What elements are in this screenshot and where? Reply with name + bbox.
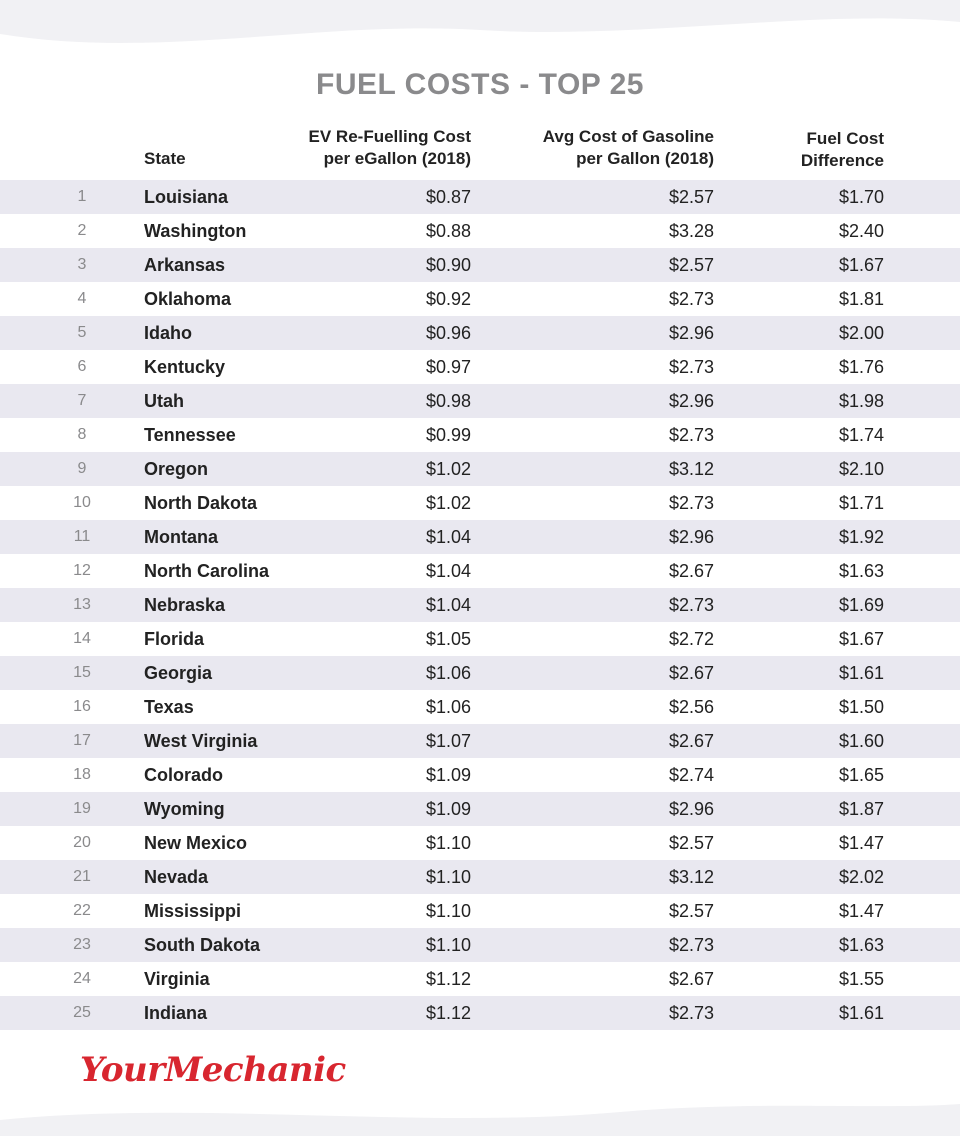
row-state: North Dakota [144, 493, 258, 513]
column-header-ev-line1: EV Re-Fuelling Cost [308, 127, 471, 146]
row-gas-cost: $2.56 [668, 697, 714, 717]
row-rank: 1 [77, 188, 87, 205]
row-gas-cost: $2.73 [668, 425, 714, 445]
table-row [0, 758, 960, 792]
column-header-diff-line2: Difference [800, 151, 884, 170]
row-cost-difference: $1.92 [838, 527, 884, 547]
row-cost-difference: $1.63 [838, 935, 884, 955]
row-cost-difference: $1.67 [838, 629, 884, 649]
row-rank: 25 [73, 1004, 91, 1021]
row-gas-cost: $2.96 [668, 391, 714, 411]
row-rank: 22 [73, 902, 91, 919]
row-cost-difference: $1.70 [838, 187, 884, 207]
table-row [0, 622, 960, 656]
row-rank: 18 [73, 766, 91, 783]
row-rank: 7 [77, 392, 87, 409]
table-row [0, 996, 960, 1030]
row-ev-cost: $1.12 [425, 969, 471, 989]
row-gas-cost: $2.67 [668, 663, 714, 683]
row-cost-difference: $1.67 [838, 255, 884, 275]
row-rank: 13 [73, 596, 91, 613]
table-body [0, 180, 960, 1030]
row-state: Mississippi [144, 901, 242, 921]
row-state: Florida [144, 629, 205, 649]
table-row [0, 384, 960, 418]
table-row [0, 894, 960, 928]
row-state: Montana [144, 527, 218, 547]
table-row [0, 588, 960, 622]
row-ev-cost: $1.10 [425, 833, 471, 853]
row-state: Wyoming [144, 799, 225, 819]
row-rank: 6 [77, 358, 87, 375]
yourmechanic-logo: YourMechanic [80, 1050, 346, 1090]
row-gas-cost: $2.73 [668, 1003, 714, 1023]
row-state: Oregon [144, 459, 209, 479]
row-rank: 15 [73, 664, 91, 681]
table-row [0, 520, 960, 554]
row-state: Colorado [144, 765, 223, 785]
row-rank: 12 [73, 562, 91, 579]
row-ev-cost: $1.04 [425, 527, 471, 547]
table-row [0, 486, 960, 520]
row-state: Virginia [144, 969, 210, 989]
table-row [0, 690, 960, 724]
column-header-gas-line2: per Gallon (2018) [576, 149, 714, 168]
row-ev-cost: $1.10 [425, 901, 471, 921]
row-cost-difference: $1.69 [838, 595, 884, 615]
column-header-gas-cost [543, 126, 714, 170]
row-cost-difference: $1.74 [838, 425, 884, 445]
row-gas-cost: $2.73 [668, 935, 714, 955]
row-gas-cost: $2.67 [668, 561, 714, 581]
row-state: West Virginia [144, 731, 258, 751]
row-ev-cost: $1.12 [425, 1003, 471, 1023]
table-row [0, 214, 960, 248]
row-cost-difference: $1.98 [838, 391, 884, 411]
top-wave-decoration [0, 0, 960, 70]
row-state: North Carolina [144, 561, 270, 581]
table-row [0, 248, 960, 282]
row-cost-difference: $1.71 [838, 493, 884, 513]
row-cost-difference: $1.55 [838, 969, 884, 989]
row-cost-difference: $1.61 [838, 663, 884, 683]
row-rank: 11 [73, 528, 91, 545]
row-gas-cost: $3.12 [668, 867, 714, 887]
bottom-wave-decoration [0, 1090, 960, 1136]
row-cost-difference: $1.60 [838, 731, 884, 751]
row-cost-difference: $1.76 [838, 357, 884, 377]
row-ev-cost: $1.04 [425, 595, 471, 615]
table-row [0, 554, 960, 588]
row-ev-cost: $1.09 [425, 765, 471, 785]
row-state: Nebraska [144, 595, 226, 615]
row-state: Texas [144, 697, 194, 717]
row-ev-cost: $1.05 [425, 629, 471, 649]
row-gas-cost: $2.67 [668, 969, 714, 989]
row-ev-cost: $1.10 [425, 935, 471, 955]
table-row [0, 180, 960, 214]
row-cost-difference: $1.81 [838, 289, 884, 309]
row-rank: 4 [77, 290, 87, 307]
row-gas-cost: $2.96 [668, 323, 714, 343]
table-row [0, 860, 960, 894]
row-gas-cost: $2.57 [668, 901, 714, 921]
table-row [0, 962, 960, 996]
row-rank: 9 [77, 460, 87, 477]
table-row [0, 350, 960, 384]
row-cost-difference: $1.47 [838, 901, 884, 921]
row-rank: 14 [73, 630, 91, 647]
row-cost-difference: $1.87 [838, 799, 884, 819]
row-gas-cost: $2.57 [668, 833, 714, 853]
row-gas-cost: $2.73 [668, 595, 714, 615]
row-ev-cost: $1.06 [425, 663, 471, 683]
row-cost-difference: $1.50 [838, 697, 884, 717]
row-state: New Mexico [144, 833, 248, 853]
row-rank: 16 [73, 698, 91, 715]
column-header-state: State [144, 149, 186, 168]
row-rank: 17 [73, 732, 91, 749]
row-state: Tennessee [144, 425, 236, 445]
row-cost-difference: $2.00 [838, 323, 884, 343]
column-header-diff-line1: Fuel Cost [806, 129, 884, 148]
table-row [0, 792, 960, 826]
row-state: Oklahoma [144, 289, 232, 309]
row-ev-cost: $1.10 [425, 867, 471, 887]
row-rank: 24 [73, 970, 91, 987]
row-rank: 20 [73, 834, 91, 851]
row-gas-cost: $2.57 [668, 187, 714, 207]
table-row [0, 316, 960, 350]
row-ev-cost: $0.99 [425, 425, 471, 445]
column-header-gas-line1: Avg Cost of Gasoline [542, 127, 714, 146]
column-header-difference [801, 128, 884, 172]
row-cost-difference: $1.63 [838, 561, 884, 581]
row-rank: 21 [73, 868, 91, 885]
table-row [0, 282, 960, 316]
row-rank: 5 [77, 324, 87, 341]
table-row [0, 452, 960, 486]
row-rank: 19 [73, 800, 91, 817]
row-gas-cost: $2.57 [668, 255, 714, 275]
row-rank: 10 [73, 494, 91, 511]
row-state: Louisiana [144, 187, 229, 207]
row-gas-cost: $2.73 [668, 357, 714, 377]
table-row [0, 724, 960, 758]
table-row [0, 826, 960, 860]
row-gas-cost: $2.67 [668, 731, 714, 751]
row-gas-cost: $2.96 [668, 799, 714, 819]
row-gas-cost: $3.28 [668, 221, 714, 241]
row-gas-cost: $2.74 [668, 765, 714, 785]
row-ev-cost: $0.87 [425, 187, 471, 207]
row-ev-cost: $0.90 [425, 255, 471, 275]
row-ev-cost: $0.97 [425, 357, 471, 377]
row-rank: 8 [77, 426, 87, 443]
row-cost-difference: $1.47 [838, 833, 884, 853]
row-ev-cost: $1.02 [425, 459, 471, 479]
row-state: Georgia [144, 663, 213, 683]
row-ev-cost: $1.07 [425, 731, 471, 751]
row-gas-cost: $3.12 [668, 459, 714, 479]
row-cost-difference: $2.40 [838, 221, 884, 241]
row-state: Indiana [144, 1003, 208, 1023]
row-state: Idaho [144, 323, 192, 343]
table-row [0, 928, 960, 962]
chart-title: FUEL COSTS - TOP 25 [316, 68, 644, 101]
table-row [0, 656, 960, 690]
row-ev-cost: $0.96 [425, 323, 471, 343]
row-state: Arkansas [144, 255, 226, 275]
row-ev-cost: $0.88 [425, 221, 471, 241]
row-ev-cost: $1.02 [425, 493, 471, 513]
row-gas-cost: $2.72 [668, 629, 714, 649]
column-header-ev-line2: per eGallon (2018) [323, 149, 471, 168]
row-gas-cost: $2.73 [668, 493, 714, 513]
column-header-ev-cost [309, 126, 471, 170]
row-ev-cost: $0.98 [425, 391, 471, 411]
table-header [0, 124, 960, 176]
row-state: Kentucky [144, 357, 226, 377]
row-cost-difference: $2.10 [838, 459, 884, 479]
row-gas-cost: $2.96 [668, 527, 714, 547]
row-state: Washington [144, 221, 247, 241]
row-cost-difference: $2.02 [838, 867, 884, 887]
row-cost-difference: $1.61 [838, 1003, 884, 1023]
table-row [0, 418, 960, 452]
row-ev-cost: $1.09 [425, 799, 471, 819]
row-ev-cost: $1.04 [425, 561, 471, 581]
row-ev-cost: $1.06 [425, 697, 471, 717]
row-state: Nevada [144, 867, 209, 887]
row-state: South Dakota [144, 935, 261, 955]
row-rank: 3 [77, 256, 87, 273]
row-cost-difference: $1.65 [838, 765, 884, 785]
row-rank: 23 [73, 936, 91, 953]
row-gas-cost: $2.73 [668, 289, 714, 309]
row-state: Utah [144, 391, 184, 411]
row-rank: 2 [77, 222, 87, 239]
row-ev-cost: $0.92 [425, 289, 471, 309]
